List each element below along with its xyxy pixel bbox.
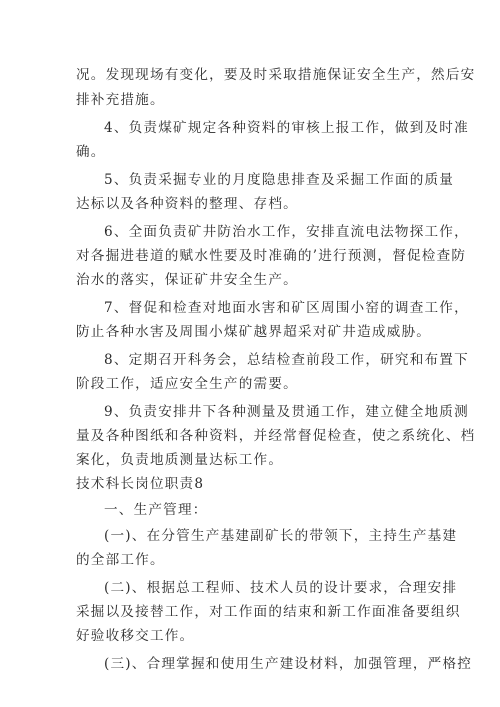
text-line: (三)、合理掌握和使用生产建设材料，加强管理，严格控 <box>104 656 473 672</box>
text-line: 5、负责采掘专业的月度隐患排查及采掘工作面的质量 <box>104 172 455 188</box>
text-line: 确。 <box>76 144 106 160</box>
text-line: 案化，负责地质测量达标工作。 <box>76 452 284 468</box>
section-title: 技术科长岗位职责8 <box>76 476 205 492</box>
text-line: 阶段工作，适应安全生产的需要。 <box>76 376 298 392</box>
text-line: 量及各种图纸和各种资料，并经常督促检查，使之系统化、档 <box>76 428 476 444</box>
text-line: 9、负责安排井下各种测量及贯通工作，建立健全地质测 <box>104 404 469 420</box>
text-line: (一)、在分管生产基建副矿长的带领下，主持生产基建 <box>104 528 458 544</box>
text-line: 达标以及各种资料的整理、存档。 <box>76 196 298 212</box>
text-line: 采掘以及接替工作，对工作面的结束和新工作面准备要组织 <box>76 604 461 620</box>
text-line: 对各掘进巷道的赋水性要及时准确的’进行预测，督促检查防 <box>76 248 467 264</box>
text-line: 的全部工作。 <box>76 552 165 568</box>
text-line: 况。发现现场有变化，要及时采取措施保证安全生产，然后安 <box>76 67 476 83</box>
section-heading: 一、生产管理： <box>104 502 208 518</box>
text-line: 防止各种水害及周围小煤矿越界超采对矿井造成威胁。 <box>76 324 432 340</box>
text-line: 排补充措施。 <box>76 92 165 108</box>
text-line: 治水的落实，保证矿井安全生产。 <box>76 272 298 288</box>
text-line: (二)、根据总工程师、技术人员的设计要求，合理安排 <box>104 580 458 596</box>
text-line: 好验收移交工作。 <box>76 628 195 644</box>
text-line: 6、全面负责矿井防治水工作，安排直流电法物探工作， <box>104 224 469 240</box>
text-line: 8、定期召开科务会，总结检查前段工作，研究和布置下 <box>104 352 469 368</box>
text-line: 7、督促和检查对地面水害和矿区周围小窑的调查工作， <box>104 300 469 316</box>
text-line: 4、负责煤矿规定各种资料的审核上报工作，做到及时准 <box>104 120 469 136</box>
